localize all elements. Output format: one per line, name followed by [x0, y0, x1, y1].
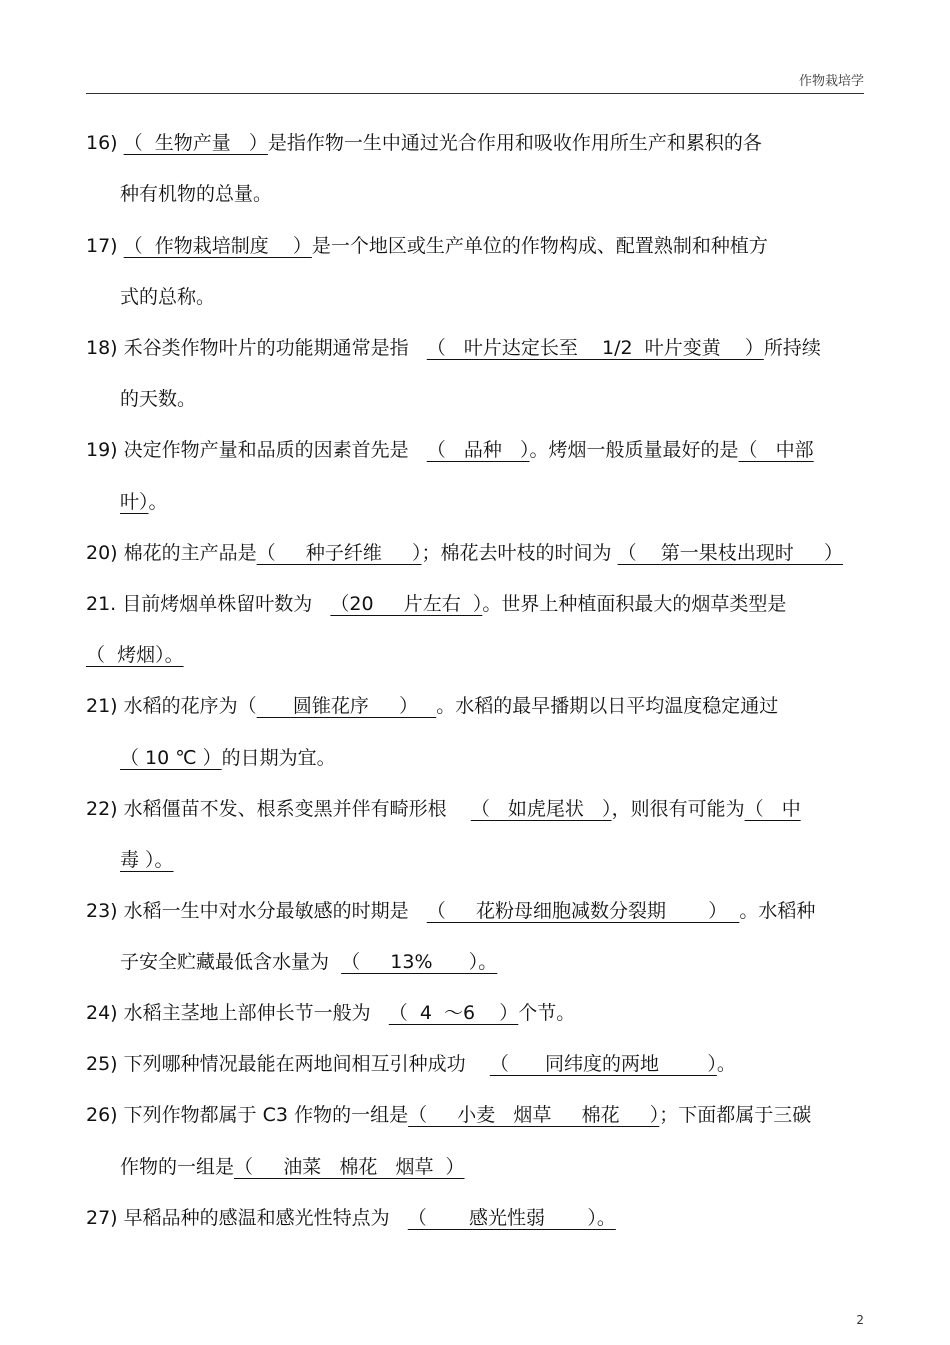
question-text: 。世界上种植面积最大的烟草类型是: [482, 593, 787, 615]
question-text: 是一个地区或生产单位的作物构成、配置熟制和种植方: [311, 235, 768, 257]
question-text: 21. 目前烤烟单株留叶数为: [86, 593, 313, 615]
question-23-line-1: [86, 899, 815, 923]
question-text: 。水稻的最早播期以日平均温度稳定通过: [436, 695, 779, 717]
question-text: 。: [148, 491, 168, 513]
answer-blank: （ 10 ℃ ）: [120, 747, 222, 769]
question-18-line-2: [120, 387, 196, 411]
answer-blank: （ 第一果枝出现时 ）: [617, 542, 843, 564]
answer-blank: 叶）: [120, 491, 149, 513]
answer-blank: （ 生物产量 ）: [123, 132, 268, 154]
question-27-line: [86, 1206, 616, 1230]
question-22-line-2: [120, 848, 174, 872]
answer-blank: （ 小麦 烟草 棉花 ）: [408, 1104, 660, 1126]
question-text: 25) 下列哪种情况最能在两地间相互引种成功: [86, 1053, 466, 1075]
answer-blank: （20 片左右 ）: [330, 593, 483, 615]
question-number: 17): [86, 235, 124, 257]
question-text: 26) 下列作物都属于 C3 作物的一组是: [86, 1104, 409, 1126]
question-text: ，则很有可能为: [611, 798, 745, 820]
question-25-line: [86, 1052, 736, 1076]
answer-blank: （ 感光性弱 ）。: [407, 1207, 616, 1229]
question-16-line-2: [120, 182, 272, 206]
question-text: 21) 水稻的花序为（: [86, 695, 257, 717]
header-rule: [86, 93, 864, 94]
question-text: 所持续: [763, 337, 821, 359]
answer-blank: （ 同纬度的两地 ）: [489, 1053, 717, 1075]
answer-blank: 圆锥花序 ）: [256, 695, 437, 717]
question-24-line: [86, 1001, 575, 1025]
question-17-line-2: [120, 285, 215, 309]
question-22-line-1: [86, 797, 801, 821]
question-text: 的日期为宜。: [221, 747, 336, 769]
question-text: 22) 水稻僵苗不发、根系变黑并伴有畸形根: [86, 798, 447, 820]
question-text: 。水稻种: [739, 900, 816, 922]
answer-blank: （ 烤烟）。: [86, 644, 184, 666]
question-text: 。: [716, 1053, 736, 1075]
answer-blank: 毒 ）。: [120, 849, 174, 871]
answer-blank: （ 种子纤维 ）: [256, 542, 422, 564]
question-21b-line-2: [120, 746, 336, 770]
answer-blank: （ 花粉母细胞减数分裂期 ）: [426, 900, 740, 922]
question-text: 式的总称。: [120, 286, 216, 308]
question-text: 20) 棉花的主产品是: [86, 542, 257, 564]
question-16-line-1: [86, 131, 762, 155]
question-text: 19) 决定作物产量和品质的因素首先是: [86, 439, 409, 461]
answer-blank: （ 中: [744, 798, 801, 820]
question-text: 个节。: [518, 1002, 576, 1024]
page-number: 2: [856, 1313, 864, 1327]
question-text: 。烤烟一般质量最好的是: [529, 439, 739, 461]
answer-blank: （ 品种 ）: [426, 439, 530, 461]
answer-blank: （ 作物栽培制度 ）: [123, 235, 312, 257]
question-text: 24) 水稻主茎地上部伸长节一般为: [86, 1002, 371, 1024]
question-text: 18) 禾谷类作物叶片的功能期通常是指: [86, 337, 409, 359]
question-21a-line-2: [86, 643, 184, 667]
question-19-line-2: [120, 490, 168, 514]
question-19-line-1: [86, 438, 814, 462]
question-text: 子安全贮藏最低含水量为: [120, 951, 330, 973]
question-17-line-1: [86, 234, 768, 258]
question-26-line-1: [86, 1103, 811, 1127]
answer-blank: （ 油菜 棉花 烟草 ）: [234, 1156, 465, 1178]
answer-blank: （ 13% ）。: [341, 951, 498, 973]
question-26-line-2: [120, 1155, 465, 1179]
question-text: ；下面都属于三碳: [659, 1104, 812, 1126]
question-18-line-1: [86, 336, 821, 360]
header-title: 作物栽培学: [798, 74, 864, 89]
question-text: 作物的一组是: [120, 1156, 235, 1178]
question-text: 种有机物的总量。: [120, 183, 273, 205]
question-text: 是指作物一生中通过光合作用和吸收作用所生产和累积的各: [267, 132, 762, 154]
question-21a-line-1: [86, 592, 786, 616]
answer-blank: （ 叶片达定长至 1/2 叶片变黄 ）: [426, 337, 764, 359]
answer-blank: （ 如虎尾状 ）: [470, 798, 612, 820]
question-23-line-2: [120, 950, 497, 974]
question-text: 27) 早稻品种的感温和感光性特点为: [86, 1207, 390, 1229]
question-text: 23) 水稻一生中对水分最敏感的时期是: [86, 900, 409, 922]
question-text: 的天数。: [120, 388, 197, 410]
answer-blank: （ 中部: [738, 439, 814, 461]
question-20-line: [86, 541, 843, 565]
question-number: 16): [86, 132, 124, 154]
question-21b-line-1: [86, 694, 778, 718]
question-text: ；棉花去叶枝的时间为: [421, 542, 612, 564]
answer-blank: （ 4 ～6 ）: [388, 1002, 519, 1024]
